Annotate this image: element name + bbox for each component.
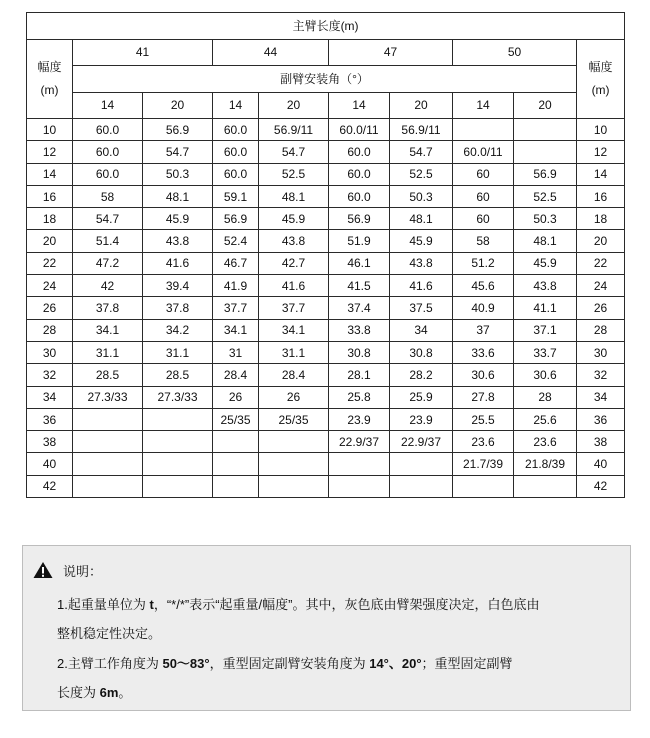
amplitude-cell: 20 — [27, 230, 73, 252]
load-cell: 41.9 — [213, 275, 259, 297]
load-cell: 34 — [390, 319, 453, 341]
load-cell: 60.0 — [73, 141, 143, 163]
load-cell: 37.1 — [514, 319, 577, 341]
amplitude-label: 幅度 — [37, 59, 62, 74]
load-cell: 60.0 — [73, 163, 143, 185]
table-row — [27, 475, 625, 497]
load-cell: 34.2 — [143, 319, 213, 341]
amplitude-cell: 30 — [577, 341, 625, 363]
load-cell: 40.9 — [453, 297, 514, 319]
amplitude-cell: 14 — [577, 163, 625, 185]
load-cell — [390, 475, 453, 497]
load-cell — [143, 475, 213, 497]
load-cell: 60.0 — [213, 163, 259, 185]
amplitude-cell: 40 — [577, 453, 625, 475]
load-cell: 41.6 — [143, 252, 213, 274]
load-cell: 22.9/37 — [329, 431, 390, 453]
load-cell: 31 — [213, 341, 259, 363]
load-cell: 48.1 — [514, 230, 577, 252]
amplitude-cell: 38 — [27, 431, 73, 453]
load-cell: 26 — [213, 386, 259, 408]
load-cell: 52.5 — [390, 163, 453, 185]
load-cell: 41.6 — [390, 275, 453, 297]
load-cell: 60 — [453, 163, 514, 185]
load-cell — [213, 475, 259, 497]
amplitude-label: 幅度 — [588, 59, 613, 74]
load-cell: 25.5 — [453, 408, 514, 430]
amplitude-unit: (m) — [40, 82, 59, 97]
load-cell: 51.2 — [453, 252, 514, 274]
jib-angle-cell: 20 — [143, 92, 213, 119]
load-cell: 60.0 — [329, 185, 390, 207]
load-cell: 50.3 — [143, 163, 213, 185]
amplitude-cell: 32 — [27, 364, 73, 386]
load-cell: 50.3 — [390, 185, 453, 207]
load-cell: 56.9 — [143, 119, 213, 141]
load-cell: 46.7 — [213, 252, 259, 274]
load-cell: 48.1 — [390, 208, 453, 230]
amplitude-cell: 22 — [27, 252, 73, 274]
jib-angle-header: 副臂安装角（°） — [73, 66, 577, 93]
table-row — [27, 364, 625, 386]
load-cell: 52.5 — [259, 163, 329, 185]
load-cell: 60.0/11 — [453, 141, 514, 163]
load-cell: 54.7 — [73, 208, 143, 230]
load-cell — [329, 475, 390, 497]
load-cell: 33.7 — [514, 341, 577, 363]
load-cell: 45.9 — [390, 230, 453, 252]
load-cell: 28.4 — [259, 364, 329, 386]
table-row — [27, 119, 625, 141]
amplitude-cell: 16 — [27, 185, 73, 207]
load-cell — [259, 475, 329, 497]
amplitude-cell: 36 — [577, 408, 625, 430]
load-cell: 23.6 — [453, 431, 514, 453]
boom-length-41: 41 — [73, 39, 213, 66]
load-cell — [143, 408, 213, 430]
table-row — [27, 297, 625, 319]
load-cell: 60.0 — [213, 141, 259, 163]
load-cell: 54.7 — [143, 141, 213, 163]
note-line-2 — [57, 625, 161, 643]
amplitude-cell: 24 — [577, 275, 625, 297]
amplitude-cell: 26 — [27, 297, 73, 319]
jib-angle-cell: 14 — [73, 92, 143, 119]
table-row — [27, 163, 625, 185]
load-cell: 37.4 — [329, 297, 390, 319]
load-cell: 60 — [453, 185, 514, 207]
note-text-segment: ；重型固定副臂 — [421, 656, 513, 671]
load-cell: 27.8 — [453, 386, 514, 408]
load-cell: 37 — [453, 319, 514, 341]
load-cell — [329, 453, 390, 475]
load-cell: 42.7 — [259, 252, 329, 274]
load-cell: 60.0/11 — [329, 119, 390, 141]
table-row — [27, 185, 625, 207]
note-line-4 — [57, 684, 131, 702]
load-cell: 54.7 — [390, 141, 453, 163]
notes-title: 说明： — [63, 563, 103, 579]
load-cell — [143, 453, 213, 475]
load-cell: 31.1 — [73, 341, 143, 363]
note-line-3 — [57, 655, 513, 673]
table-row — [27, 275, 625, 297]
load-cell: 22.9/37 — [390, 431, 453, 453]
amplitude-header-right — [577, 39, 625, 119]
load-cell: 25/35 — [259, 408, 329, 430]
note-text-segment: 50～83° — [162, 656, 210, 671]
load-cell: 51.4 — [73, 230, 143, 252]
note-text-segment: 1.起重量单位为 — [57, 597, 150, 612]
amplitude-cell: 10 — [27, 119, 73, 141]
table-row — [27, 386, 625, 408]
load-cell: 37.8 — [73, 297, 143, 319]
load-cell: 60.0 — [329, 163, 390, 185]
amplitude-cell: 10 — [577, 119, 625, 141]
load-cell — [73, 453, 143, 475]
amplitude-cell: 18 — [577, 208, 625, 230]
amplitude-cell: 22 — [577, 252, 625, 274]
load-cell: 31.1 — [143, 341, 213, 363]
table-row — [27, 453, 625, 475]
load-cell: 54.7 — [259, 141, 329, 163]
table-row — [27, 230, 625, 252]
load-cell — [259, 453, 329, 475]
table-row — [27, 408, 625, 430]
amplitude-cell: 14 — [27, 163, 73, 185]
load-cell: 45.9 — [143, 208, 213, 230]
amplitude-cell: 18 — [27, 208, 73, 230]
load-cell: 23.6 — [514, 431, 577, 453]
load-cell — [259, 431, 329, 453]
amplitude-cell: 34 — [27, 386, 73, 408]
table-row — [27, 431, 625, 453]
note-text-segment: 6m — [99, 685, 119, 700]
table-row — [27, 341, 625, 363]
load-cell: 37.8 — [143, 297, 213, 319]
load-cell: 42 — [73, 275, 143, 297]
load-cell: 45.9 — [259, 208, 329, 230]
note-text-segment: ，重型固定副臂安装角度为 — [209, 656, 370, 671]
amplitude-unit: (m) — [591, 82, 610, 97]
load-cell: 43.8 — [259, 230, 329, 252]
table-row — [27, 141, 625, 163]
load-cell — [213, 453, 259, 475]
load-cell: 23.9 — [390, 408, 453, 430]
amplitude-cell: 36 — [27, 408, 73, 430]
load-cell: 31.1 — [259, 341, 329, 363]
load-cell: 28.5 — [73, 364, 143, 386]
load-cell — [514, 141, 577, 163]
load-cell: 27.3/33 — [143, 386, 213, 408]
load-cell: 37.7 — [213, 297, 259, 319]
load-cell: 56.9/11 — [259, 119, 329, 141]
load-cell: 56.9 — [514, 163, 577, 185]
load-cell — [73, 431, 143, 453]
jib-angle-cell: 20 — [390, 92, 453, 119]
load-cell — [453, 475, 514, 497]
load-cell: 43.8 — [514, 275, 577, 297]
load-cell: 60.0 — [213, 119, 259, 141]
load-cell: 30.6 — [453, 364, 514, 386]
load-cell — [213, 431, 259, 453]
jib-angle-cell: 14 — [329, 92, 390, 119]
load-cell — [390, 453, 453, 475]
amplitude-cell: 28 — [577, 319, 625, 341]
amplitude-cell: 42 — [577, 475, 625, 497]
main-boom-length-header: 主臂长度(m) — [27, 13, 625, 40]
boom-length-44: 44 — [213, 39, 329, 66]
load-cell: 58 — [453, 230, 514, 252]
load-cell: 41.6 — [259, 275, 329, 297]
load-cell: 56.9 — [329, 208, 390, 230]
load-cell: 60.0 — [73, 119, 143, 141]
load-cell: 60.0 — [329, 141, 390, 163]
load-cell: 25.6 — [514, 408, 577, 430]
load-cell: 30.8 — [390, 341, 453, 363]
load-cell: 41.5 — [329, 275, 390, 297]
load-cell: 25.8 — [329, 386, 390, 408]
table-row — [27, 319, 625, 341]
load-cell: 48.1 — [259, 185, 329, 207]
load-cell: 41.1 — [514, 297, 577, 319]
table-row — [27, 252, 625, 274]
amplitude-cell: 42 — [27, 475, 73, 497]
load-cell: 25/35 — [213, 408, 259, 430]
table-row — [27, 208, 625, 230]
amplitude-cell: 28 — [27, 319, 73, 341]
amplitude-cell: 40 — [27, 453, 73, 475]
note-line-1 — [57, 596, 539, 614]
load-cell: 34.1 — [213, 319, 259, 341]
jib-angle-cell: 14 — [453, 92, 514, 119]
amplitude-cell: 16 — [577, 185, 625, 207]
jib-angle-cell: 20 — [259, 92, 329, 119]
load-cell: 56.9/11 — [390, 119, 453, 141]
load-cell: 59.1 — [213, 185, 259, 207]
load-cell: 37.7 — [259, 297, 329, 319]
amplitude-cell: 12 — [577, 141, 625, 163]
load-cell: 26 — [259, 386, 329, 408]
load-cell: 51.9 — [329, 230, 390, 252]
amplitude-cell: 20 — [577, 230, 625, 252]
load-cell: 33.6 — [453, 341, 514, 363]
boom-length-47: 47 — [329, 39, 453, 66]
load-cell: 28 — [514, 386, 577, 408]
load-cell: 28.4 — [213, 364, 259, 386]
load-cell: 34.1 — [259, 319, 329, 341]
load-cell: 25.9 — [390, 386, 453, 408]
load-cell: 28.2 — [390, 364, 453, 386]
load-cell: 60 — [453, 208, 514, 230]
jib-angle-cell: 14 — [213, 92, 259, 119]
load-cell: 33.8 — [329, 319, 390, 341]
load-cell: 48.1 — [143, 185, 213, 207]
note-text-segment: ，“*/*”表示“起重量/幅度”。其中，灰色底由臂架强度决定，白色底由 — [153, 597, 540, 612]
amplitude-cell: 24 — [27, 275, 73, 297]
note-text-segment: 长度为 — [57, 685, 100, 700]
load-cell: 46.1 — [329, 252, 390, 274]
load-cell: 28.1 — [329, 364, 390, 386]
note-text-segment: 2.主臂工作角度为 — [57, 656, 163, 671]
load-cell: 30.6 — [514, 364, 577, 386]
load-cell: 34.1 — [73, 319, 143, 341]
load-cell — [453, 119, 514, 141]
load-cell: 23.9 — [329, 408, 390, 430]
notes-header — [33, 560, 102, 580]
load-cell: 43.8 — [143, 230, 213, 252]
note-text-segment: 14°、20° — [369, 656, 422, 671]
load-cell — [143, 431, 213, 453]
amplitude-cell: 34 — [577, 386, 625, 408]
load-cell: 37.5 — [390, 297, 453, 319]
load-cell: 45.6 — [453, 275, 514, 297]
amplitude-cell: 12 — [27, 141, 73, 163]
load-cell: 58 — [73, 185, 143, 207]
load-cell: 45.9 — [514, 252, 577, 274]
boom-length-50: 50 — [453, 39, 577, 66]
warning-icon — [33, 561, 53, 579]
load-cell: 27.3/33 — [73, 386, 143, 408]
load-cell — [514, 119, 577, 141]
note-text-segment: 整机稳定性决定。 — [57, 626, 162, 641]
load-cell: 21.7/39 — [453, 453, 514, 475]
amplitude-cell: 38 — [577, 431, 625, 453]
load-cell: 52.5 — [514, 185, 577, 207]
notes-box — [22, 545, 631, 711]
load-cell: 30.8 — [329, 341, 390, 363]
load-cell — [514, 475, 577, 497]
load-cell: 28.5 — [143, 364, 213, 386]
amplitude-cell: 30 — [27, 341, 73, 363]
load-cell — [73, 475, 143, 497]
load-chart-table — [26, 12, 625, 498]
load-cell: 47.2 — [73, 252, 143, 274]
load-cell: 21.8/39 — [514, 453, 577, 475]
load-cell: 56.9 — [213, 208, 259, 230]
note-text-segment: 。 — [118, 685, 132, 700]
amplitude-header-left — [27, 39, 73, 119]
load-cell: 39.4 — [143, 275, 213, 297]
load-cell — [73, 408, 143, 430]
note-text-segment: t — [149, 597, 154, 612]
amplitude-cell: 32 — [577, 364, 625, 386]
jib-angle-cell: 20 — [514, 92, 577, 119]
load-cell: 52.4 — [213, 230, 259, 252]
load-cell: 43.8 — [390, 252, 453, 274]
load-cell: 50.3 — [514, 208, 577, 230]
amplitude-cell: 26 — [577, 297, 625, 319]
